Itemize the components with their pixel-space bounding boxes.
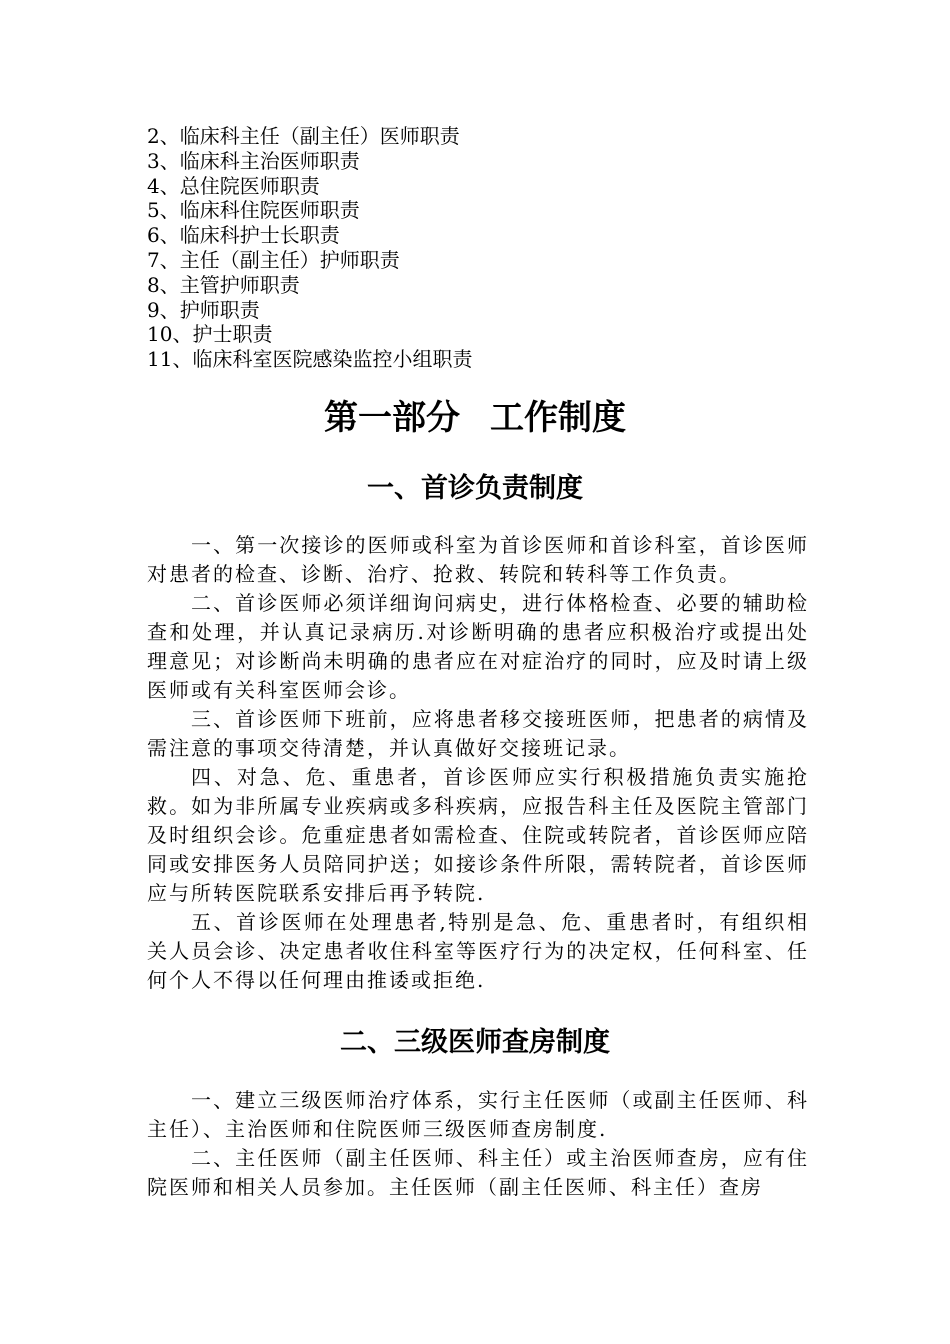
- section-body: [147, 531, 809, 995]
- toc-item: 11、临床科室医院感染监控小组职责: [147, 347, 473, 372]
- toc-item: 2、临床科主任（副主任）医师职责: [147, 124, 460, 148]
- part-title: [0, 396, 950, 440]
- paragraph: 一、建立三级医师治疗体系，实行主任医师（或副主任医师、科主任）、主治医师和住院医师三级医师查房制度.: [147, 1088, 809, 1141]
- toc-item: 10、护士职责: [147, 322, 273, 347]
- toc-item: 3、临床科主治医师职责: [147, 148, 360, 173]
- section-title: 一、首诊负责制度: [367, 473, 583, 504]
- toc-item: 4、总住院医师职责: [147, 173, 320, 198]
- section-title: 二、三级医师查房制度: [340, 1027, 610, 1058]
- toc-item: 5、临床科住院医师职责: [147, 198, 360, 223]
- part-title-number: 第一部分: [324, 398, 460, 438]
- paragraph: 一、第一次接诊的医师或科室为首诊医师和首诊科室，首诊医师对患者的检查、诊断、治疗、抢救、转院和转科等工作负责。: [147, 533, 809, 586]
- part-title-name: 工作制度: [490, 398, 626, 438]
- section-body: [147, 1086, 809, 1202]
- toc-item: 7、主任（副主任）护师职责: [147, 247, 400, 272]
- paragraph: 二、主任医师（副主任医师、科主任）或主治医师查房，应有住院医师和相关人员参加。主任医师（副主任医师、科主任）查房: [147, 1146, 809, 1199]
- toc-item: 9、护师职责: [147, 297, 260, 322]
- paragraph: 二、首诊医师必须详细询问病史，进行体格检查、必要的辅助检查和处理，并认真记录病历.对诊断明确的患者应积极治疗或提出处理意见；对诊断尚未明确的患者应在对症治疗的同时，应及时请上级医师或有关科室医师会诊。: [147, 591, 809, 702]
- toc-item: 8、主管护师职责: [147, 272, 300, 297]
- table-of-contents: [147, 124, 807, 372]
- paragraph: 四、对急、危、重患者，首诊医师应实行积极措施负责实施抢救。如为非所属专业疾病或多科疾病，应报告科主任及医院主管部门及时组织会诊。危重症患者如需检查、住院或转院者，首诊医师应陪同或安排医务人员陪同护送；如接诊条件所限，需转院者，首诊医师应与所转医院联系安排后再予转院.: [147, 765, 809, 905]
- paragraph: 五、首诊医师在处理患者,特别是急、危、重患者时，有组织相关人员会诊、决定患者收住科室等医疗行为的决定权，任何科室、任何个人不得以任何理由推诿或拒绝.: [147, 910, 809, 992]
- paragraph: 三、首诊医师下班前，应将患者移交接班医师，把患者的病情及需注意的事项交待清楚，并认真做好交接班记录。: [147, 707, 809, 760]
- toc-item: 6、临床科护士长职责: [147, 223, 340, 248]
